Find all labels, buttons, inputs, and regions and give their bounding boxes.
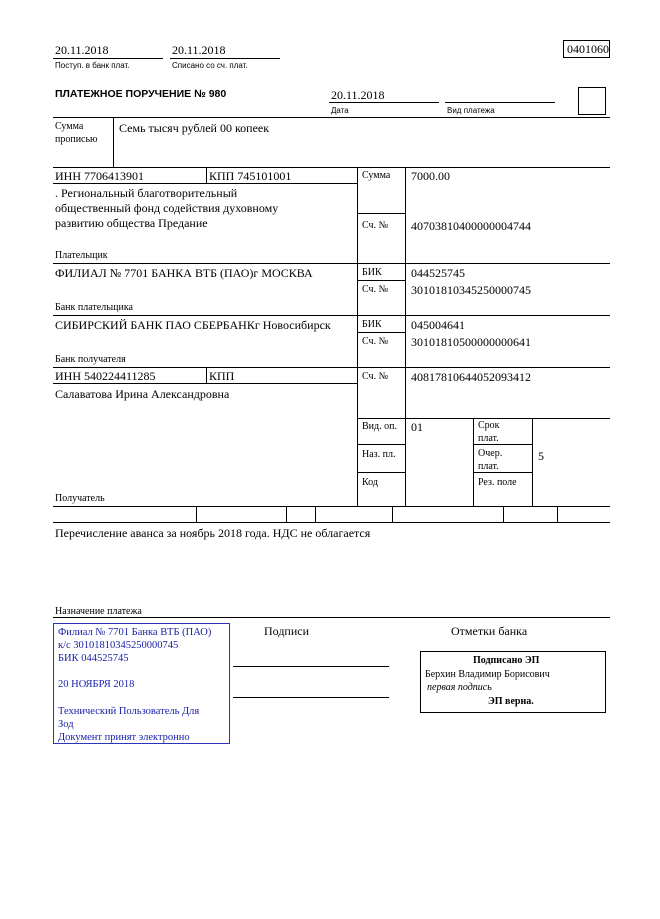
grid-line bbox=[357, 332, 405, 333]
payer-inn: ИНН 7706413901 bbox=[55, 169, 144, 183]
payee-bank-account-label: Сч. № bbox=[362, 336, 389, 347]
vid-op-value: 01 bbox=[411, 420, 423, 434]
document-date: 20.11.2018 bbox=[331, 88, 385, 102]
payer-name-2: общественный фонд содействия духовному bbox=[55, 201, 279, 215]
ep-verified: ЭП верна. bbox=[488, 696, 534, 707]
grid-line bbox=[206, 367, 207, 383]
grid-line bbox=[357, 167, 358, 506]
amount-words-value: Семь тысяч рублей 00 копеек bbox=[119, 121, 270, 135]
bank-marks-label: Отметки банка bbox=[451, 624, 528, 638]
electronic-signature-box bbox=[420, 651, 606, 713]
document-title: ПЛАТЕЖНОЕ ПОРУЧЕНИЕ № 980 bbox=[55, 88, 227, 100]
srok-label-2: плат. bbox=[478, 433, 499, 444]
grid-line bbox=[53, 383, 357, 384]
ocher-label: Очер. bbox=[478, 448, 503, 459]
stamp-line-5: Технический Пользователь Для bbox=[58, 706, 200, 717]
divider bbox=[170, 58, 280, 59]
ep-signer: Берхин Владимир Борисович bbox=[425, 669, 550, 680]
srok-label: Срок bbox=[478, 420, 500, 431]
form-code-box bbox=[563, 40, 610, 58]
divider bbox=[445, 102, 555, 103]
date-received-label: Поступ. в банк плат. bbox=[55, 61, 130, 70]
grid-line bbox=[315, 506, 316, 522]
grid-line bbox=[53, 183, 357, 184]
payer-account-label: Сч. № bbox=[362, 220, 389, 231]
naz-pl-label: Наз. пл. bbox=[362, 449, 396, 460]
grid-line bbox=[53, 367, 610, 368]
grid-line bbox=[357, 472, 405, 473]
ocher-value: 5 bbox=[538, 449, 544, 463]
form-code: 0401060 bbox=[567, 42, 609, 56]
grid-line bbox=[53, 315, 610, 316]
payer-label: Плательщик bbox=[55, 250, 108, 261]
payee-kpp: КПП bbox=[209, 369, 235, 383]
payee-account-label: Сч. № bbox=[362, 371, 389, 382]
sum-label: Сумма bbox=[362, 170, 391, 181]
grid-line bbox=[196, 506, 197, 522]
stamp-line-6: Зод bbox=[58, 719, 74, 730]
grid-line bbox=[503, 506, 504, 522]
purpose-text: Перечисление аванса за ноябрь 2018 года. НДС не облагается bbox=[55, 526, 371, 540]
stamp-line-3: БИК 044525745 bbox=[58, 653, 129, 664]
divider bbox=[329, 102, 439, 103]
amount-words-label-2: прописью bbox=[55, 134, 98, 145]
date-debited: 20.11.2018 bbox=[172, 43, 226, 57]
payer-bank-bik-value: 044525745 bbox=[411, 266, 465, 280]
grid-line bbox=[53, 167, 610, 168]
grid-line bbox=[357, 213, 405, 214]
stamp-line-1: Филиал № 7701 Банка ВТБ (ПАО) bbox=[58, 627, 212, 638]
rez-pole-label: Рез. поле bbox=[478, 477, 517, 488]
vid-op-label: Вид. оп. bbox=[362, 421, 397, 432]
payee-bank-bik-label: БИК bbox=[362, 319, 382, 330]
divider bbox=[53, 58, 163, 59]
payment-type-label: Вид платежа bbox=[447, 106, 495, 115]
grid-line bbox=[206, 167, 207, 183]
stamp-line-7: Документ принят электронно bbox=[58, 732, 190, 743]
grid-line bbox=[392, 506, 393, 522]
grid-line bbox=[532, 418, 533, 506]
grid-line bbox=[53, 522, 610, 523]
signature-line-1 bbox=[233, 666, 389, 667]
payer-account-value: 40703810400000004744 bbox=[411, 219, 531, 233]
grid-line bbox=[113, 117, 114, 167]
signatures-label: Подписи bbox=[264, 624, 310, 638]
amount-words-label: Сумма bbox=[55, 121, 84, 132]
payer-bank-name: ФИЛИАЛ № 7701 БАНКА ВТБ (ПАО)г МОСКВА bbox=[55, 266, 313, 280]
ep-title: Подписано ЭП bbox=[473, 655, 540, 666]
payer-bank-bik-label: БИК bbox=[362, 267, 382, 278]
ocher-label-2: плат. bbox=[478, 461, 499, 472]
ep-signature-type: первая подпись bbox=[427, 682, 492, 693]
payee-label: Получатель bbox=[55, 493, 105, 504]
sum-value: 7000.00 bbox=[411, 169, 450, 183]
payer-name-1: . Региональный благотворительный bbox=[55, 186, 238, 200]
grid-line bbox=[357, 280, 405, 281]
grid-line bbox=[286, 506, 287, 522]
stamp-line-2: к/с 30101810345250000745 bbox=[58, 640, 179, 651]
signature-line-2 bbox=[233, 697, 389, 698]
date-received: 20.11.2018 bbox=[55, 43, 109, 57]
grid-line bbox=[357, 444, 405, 445]
payee-bank-name: СИБИРСКИЙ БАНК ПАО СБЕРБАНКг Новосибирск bbox=[55, 318, 331, 332]
payee-inn: ИНН 540224411285 bbox=[55, 369, 156, 383]
grid-line bbox=[473, 418, 474, 506]
purpose-label: Назначение платежа bbox=[55, 606, 142, 617]
kod-label: Код bbox=[362, 477, 378, 488]
payer-bank-account-label: Сч. № bbox=[362, 284, 389, 295]
grid-line bbox=[53, 117, 610, 118]
payer-bank-label: Банк плательщика bbox=[55, 302, 133, 313]
payer-kpp: КПП 745101001 bbox=[209, 169, 292, 183]
payee-bank-bik-value: 045004641 bbox=[411, 318, 465, 332]
payee-bank-label: Банк получателя bbox=[55, 354, 126, 365]
payer-bank-account-value: 30101810345250000745 bbox=[411, 283, 531, 297]
document-date-label: Дата bbox=[331, 106, 349, 115]
date-debited-label: Списано со сч. плат. bbox=[172, 61, 248, 70]
payee-account-value: 40817810644052093412 bbox=[411, 370, 531, 384]
payee-bank-account-value: 30101810500000000641 bbox=[411, 335, 531, 349]
grid-line bbox=[53, 263, 610, 264]
grid-line bbox=[53, 506, 610, 507]
payment-type-box bbox=[578, 87, 606, 115]
grid-line bbox=[357, 418, 610, 419]
payee-name: Салаватова Ирина Александровна bbox=[55, 387, 230, 401]
grid-line bbox=[557, 506, 558, 522]
stamp-line-4: 20 НОЯБРЯ 2018 bbox=[58, 679, 135, 690]
payer-name-3: развитию общества Предание bbox=[55, 216, 208, 230]
bank-stamp bbox=[53, 623, 230, 744]
grid-line bbox=[405, 167, 406, 506]
